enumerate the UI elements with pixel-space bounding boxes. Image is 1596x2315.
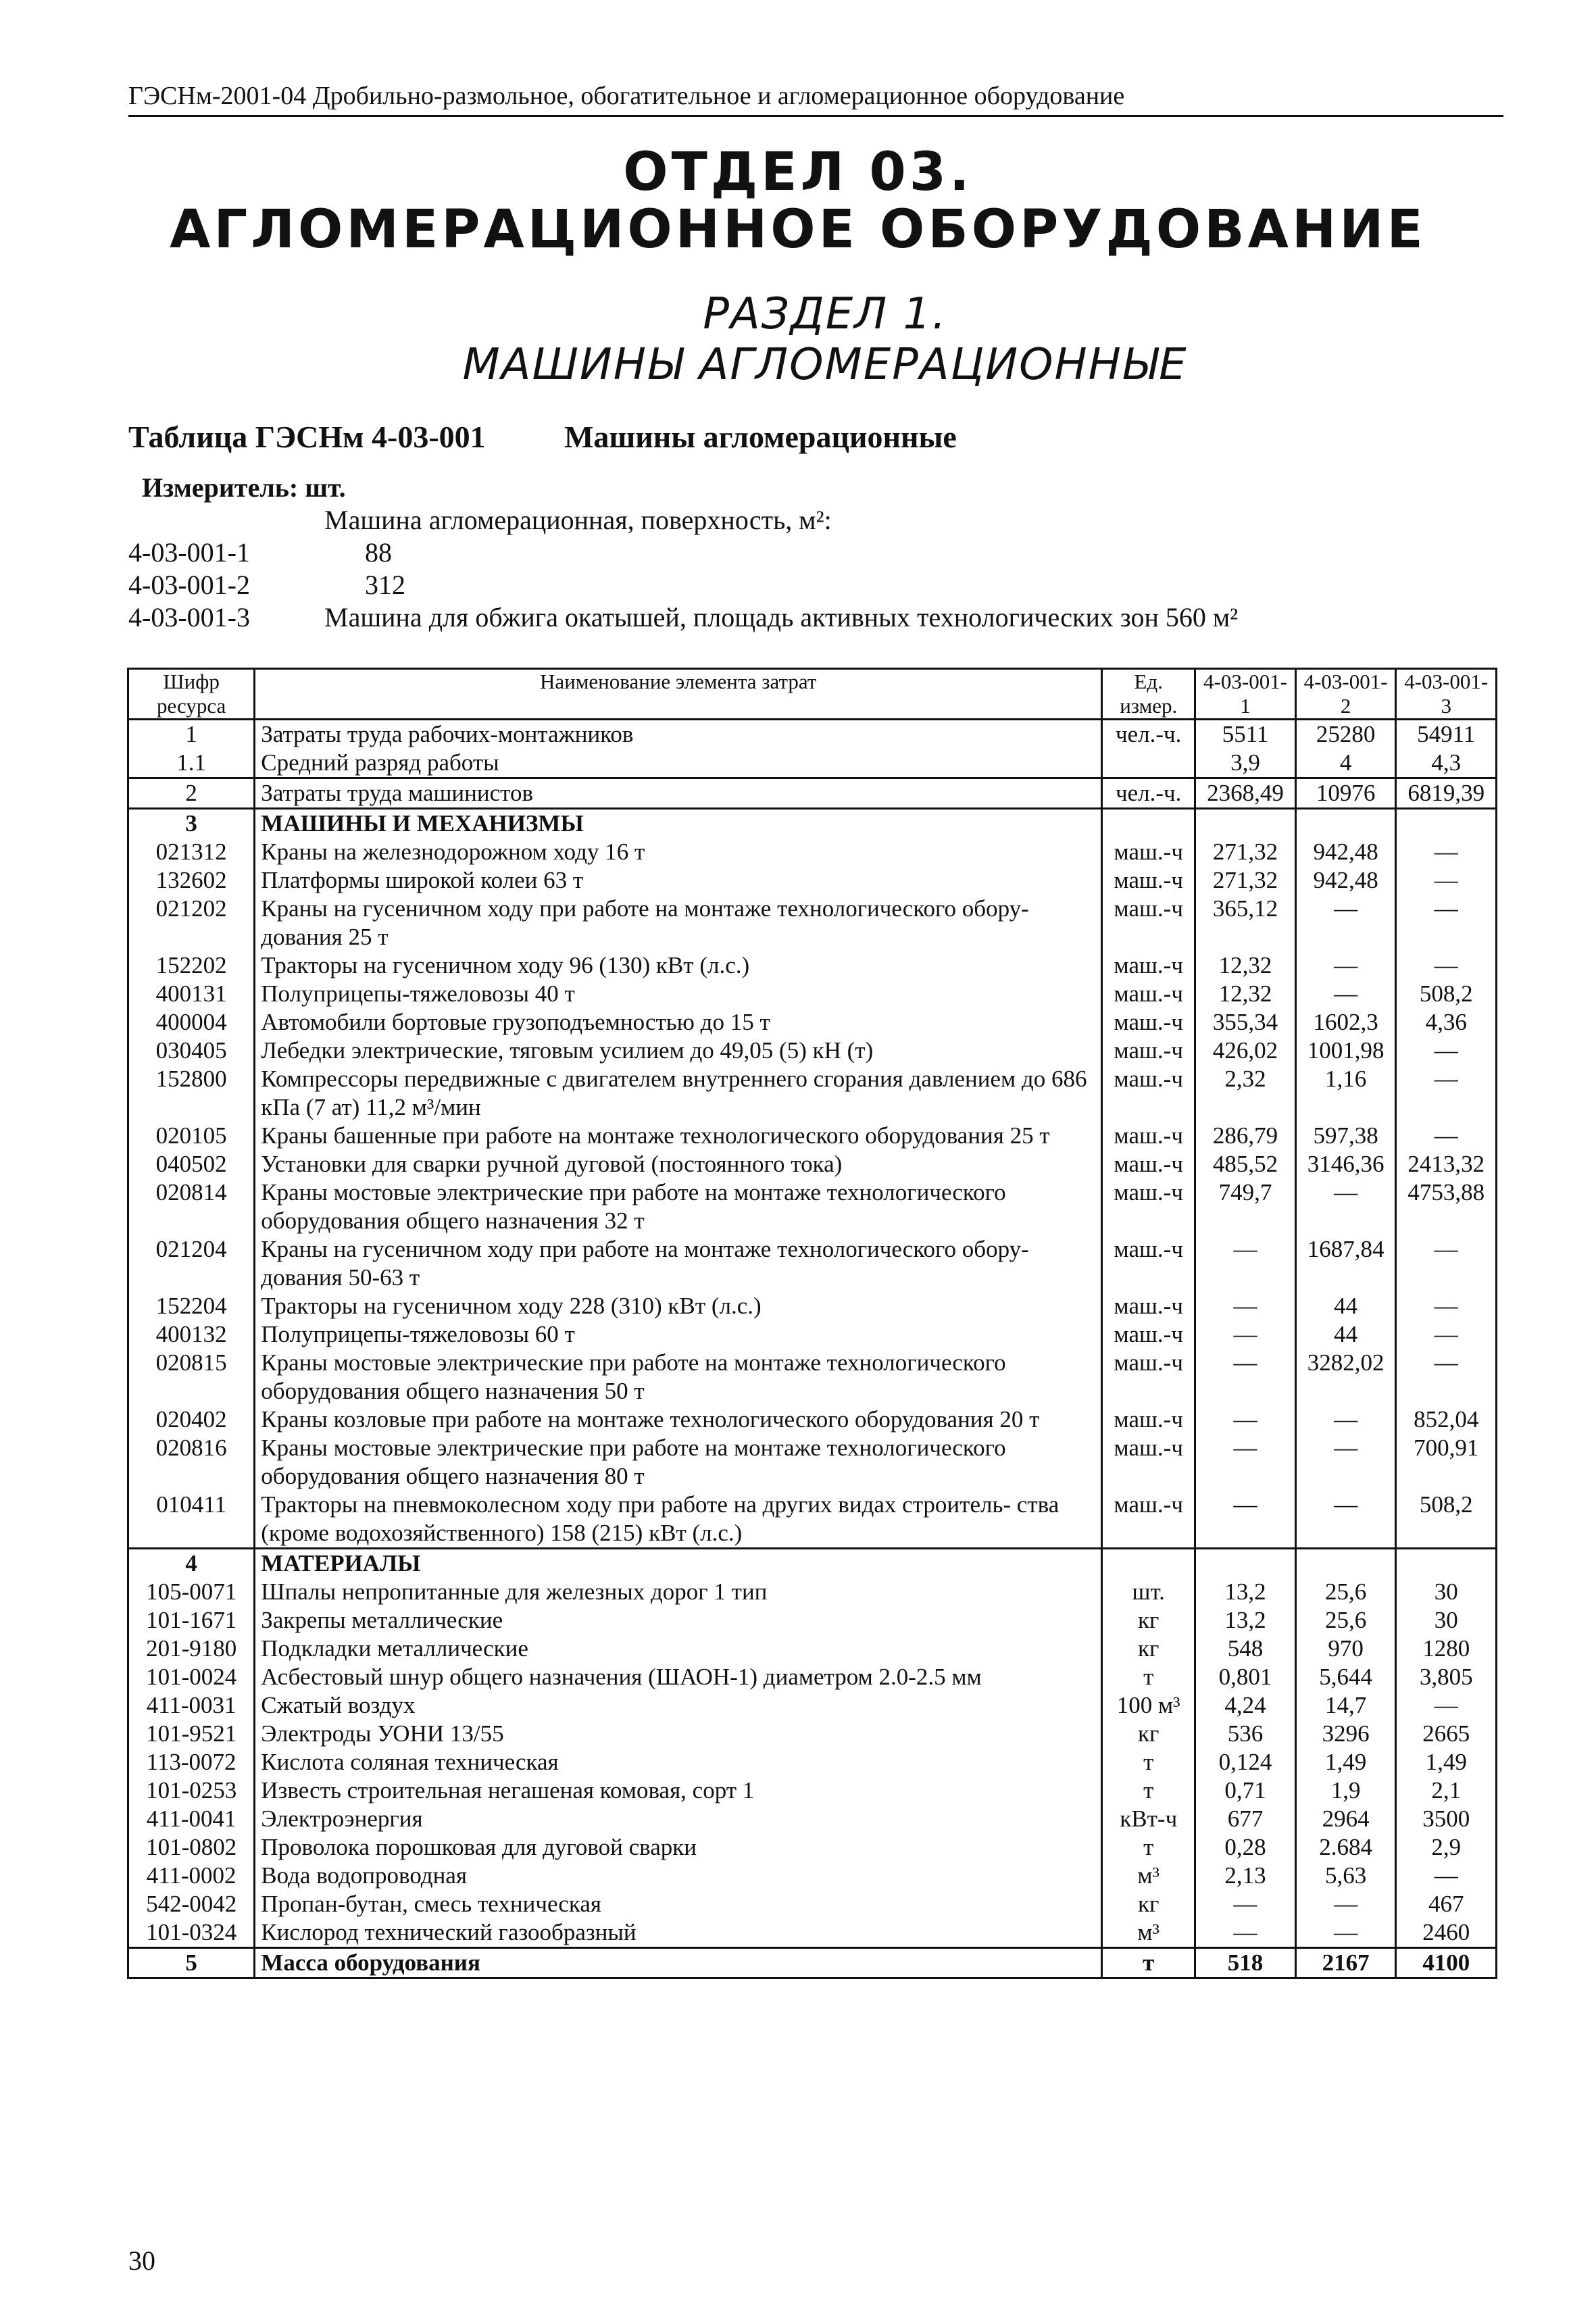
table-row	[128, 1549, 1497, 1578]
cell-code: 021202	[128, 895, 255, 951]
cell-code: 2	[128, 778, 255, 809]
cell-name: Сжатый воздух	[255, 1691, 1102, 1720]
cell-unit: маш.-ч	[1102, 1349, 1195, 1405]
cell-v2: 597,38	[1295, 1122, 1396, 1150]
cell-v1: —	[1195, 1235, 1296, 1292]
cell-v2: 1,49	[1295, 1748, 1396, 1776]
cell-code: 4	[128, 1549, 255, 1578]
table-row	[128, 1691, 1497, 1720]
cell-code: 1	[128, 720, 255, 749]
cell-code: 021204	[128, 1235, 255, 1292]
cell-v1: 548	[1195, 1635, 1296, 1663]
cell-name: Масса оборудования	[255, 1948, 1102, 1978]
cell-name: Краны мостовые электрические при работе на монтаже технологического оборудования общего назначения 50 т	[255, 1349, 1102, 1405]
variant-desc: 88	[365, 537, 392, 568]
cell-v3: 508,2	[1396, 1491, 1497, 1549]
cell-name: Краны мостовые электрические при работе на монтаже технологического оборудования общего назначения 80 т	[255, 1434, 1102, 1491]
variant-desc: Машина для обжига окатышей, площадь активных технологических зон 560 м²	[324, 602, 1239, 632]
table-row	[128, 1491, 1497, 1549]
measure-unit: Измеритель: шт.	[142, 472, 346, 503]
table-row	[128, 951, 1497, 980]
table-caption	[128, 419, 957, 455]
cell-v3: 3,805	[1396, 1663, 1497, 1691]
cell-v1: 749,7	[1195, 1178, 1296, 1235]
cell-v2: 2964	[1295, 1805, 1396, 1833]
table-row	[128, 1663, 1497, 1691]
cell-name: Тракторы на гусеничном ходу 96 (130) кВт (л.с.)	[255, 951, 1102, 980]
table-row	[128, 1150, 1497, 1178]
cell-v1	[1195, 1549, 1296, 1578]
cell-name: Асбестовый шнур общего назначения (ШАОН-1) диаметром 2.0-2.5 мм	[255, 1663, 1102, 1691]
table-row	[128, 895, 1497, 951]
cell-v3: —	[1396, 1691, 1497, 1720]
cell-code: 101-1671	[128, 1606, 255, 1635]
table-row	[128, 1948, 1497, 1978]
cell-v2: 5,644	[1295, 1663, 1396, 1691]
cell-v2: —	[1295, 1178, 1396, 1235]
table-row	[128, 809, 1497, 839]
col-header-v1: 4-03-001- 1	[1195, 669, 1296, 720]
cell-unit: 100 м³	[1102, 1691, 1195, 1720]
table-row	[128, 1320, 1497, 1349]
cell-v1: 518	[1195, 1948, 1296, 1978]
cell-v2: 44	[1295, 1292, 1396, 1320]
cell-code: 101-0024	[128, 1663, 255, 1691]
cell-code: 021312	[128, 838, 255, 866]
cell-v3: —	[1396, 1065, 1497, 1122]
cell-code: 020815	[128, 1349, 255, 1405]
cell-v1: 536	[1195, 1720, 1296, 1748]
cell-v2	[1295, 1549, 1396, 1578]
cell-code: 020816	[128, 1434, 255, 1491]
cell-v3: 700,91	[1396, 1434, 1497, 1491]
cell-v2: 25,6	[1295, 1606, 1396, 1635]
cell-v3: 2,1	[1396, 1776, 1497, 1805]
cell-v3: 2460	[1396, 1918, 1497, 1948]
cell-v3: 54911	[1396, 720, 1497, 749]
cell-name: Электроды УОНИ 13/55	[255, 1720, 1102, 1748]
cell-code: 411-0041	[128, 1805, 255, 1833]
table-row	[128, 1349, 1497, 1405]
cell-v1: —	[1195, 1405, 1296, 1434]
cell-v1: 0,71	[1195, 1776, 1296, 1805]
cell-v2: 970	[1295, 1635, 1396, 1663]
table-row	[128, 1805, 1497, 1833]
cell-v1: —	[1195, 1491, 1296, 1549]
cell-v2: —	[1295, 1491, 1396, 1549]
cell-v1: —	[1195, 1320, 1296, 1349]
table-row	[128, 1178, 1497, 1235]
cell-unit: м³	[1102, 1862, 1195, 1890]
section-title: РАЗДЕЛ 1.	[703, 289, 947, 339]
cell-unit: т	[1102, 1748, 1195, 1776]
cell-v1: 5511	[1195, 720, 1296, 749]
cell-v3: 1280	[1396, 1635, 1497, 1663]
cell-v2: —	[1295, 1434, 1396, 1491]
cell-v1: 677	[1195, 1805, 1296, 1833]
cell-code: 152202	[128, 951, 255, 980]
cell-code: 101-0253	[128, 1776, 255, 1805]
cell-v2: 3282,02	[1295, 1349, 1396, 1405]
table-row	[128, 1606, 1497, 1635]
cell-unit: маш.-ч	[1102, 1434, 1195, 1491]
cell-v1: 4,24	[1195, 1691, 1296, 1720]
cell-name: Полуприцепы-тяжеловозы 60 т	[255, 1320, 1102, 1349]
table-row	[128, 1405, 1497, 1434]
section-subtitle: МАШИНЫ АГЛОМЕРАЦИОННЫЕ	[462, 340, 1188, 390]
cell-v3: 2665	[1396, 1720, 1497, 1748]
cell-code: 020402	[128, 1405, 255, 1434]
cell-name: Краны козловые при работе на монтаже технологического оборудования 20 т	[255, 1405, 1102, 1434]
cell-unit: т	[1102, 1663, 1195, 1691]
cell-name: МАТЕРИАЛЫ	[255, 1549, 1102, 1578]
cell-v2: 942,48	[1295, 866, 1396, 895]
cell-code: 542-0042	[128, 1890, 255, 1918]
cell-name: Компрессоры передвижные с двигателем внутреннего сгорания давлением до 686 кПа (7 ат) 11,2 м³/мин	[255, 1065, 1102, 1122]
cell-name: МАШИНЫ И МЕХАНИЗМЫ	[255, 809, 1102, 839]
cell-code: 105-0071	[128, 1578, 255, 1606]
cell-unit: т	[1102, 1833, 1195, 1862]
cell-unit: т	[1102, 1776, 1195, 1805]
table-row	[128, 1065, 1497, 1122]
cell-v2: —	[1295, 1890, 1396, 1918]
cell-v1: 0,124	[1195, 1748, 1296, 1776]
table-row	[128, 1635, 1497, 1663]
col-header-v3: 4-03-001- 3	[1396, 669, 1497, 720]
cell-name: Электроэнергия	[255, 1805, 1102, 1833]
variant-code: 4-03-001-3	[128, 602, 250, 632]
cell-unit: маш.-ч	[1102, 1150, 1195, 1178]
cell-v3: 6819,39	[1396, 778, 1497, 809]
cell-v2: 14,7	[1295, 1691, 1396, 1720]
cell-unit: маш.-ч	[1102, 1065, 1195, 1122]
cell-v1: 485,52	[1195, 1150, 1296, 1178]
cell-v3: 4100	[1396, 1948, 1497, 1978]
cell-unit	[1102, 749, 1195, 778]
cell-v3: 2413,32	[1396, 1150, 1497, 1178]
cell-name: Кислород технический газообразный	[255, 1918, 1102, 1948]
cell-v3: —	[1396, 1292, 1497, 1320]
cell-v1: 0,28	[1195, 1833, 1296, 1862]
table-row	[128, 1776, 1497, 1805]
cell-name: Закрепы металлические	[255, 1606, 1102, 1635]
cell-v3: 508,2	[1396, 980, 1497, 1008]
cell-code: 3	[128, 809, 255, 839]
table-row	[128, 1918, 1497, 1948]
cell-v3: —	[1396, 1862, 1497, 1890]
cell-code: 020105	[128, 1122, 255, 1150]
table-row	[128, 1890, 1497, 1918]
cell-v2: 1687,84	[1295, 1235, 1396, 1292]
cell-code: 101-0802	[128, 1833, 255, 1862]
cell-unit: маш.-ч	[1102, 895, 1195, 951]
cell-name: Краны мостовые электрические при работе на монтаже технологического оборудования общего назначения 32 т	[255, 1178, 1102, 1235]
cell-code: 132602	[128, 866, 255, 895]
table-row	[128, 1037, 1497, 1065]
table-row	[128, 980, 1497, 1008]
cell-v3	[1396, 809, 1497, 839]
cell-v1: 2368,49	[1195, 778, 1296, 809]
cell-v1: 271,32	[1195, 866, 1296, 895]
cell-name: Автомобили бортовые грузоподъемностью до 15 т	[255, 1008, 1102, 1037]
cell-v3: —	[1396, 895, 1497, 951]
cell-v3: —	[1396, 866, 1497, 895]
cell-v3: —	[1396, 1037, 1497, 1065]
cell-v3: 30	[1396, 1606, 1497, 1635]
page-number: 30	[128, 2245, 155, 2276]
table-row	[128, 1008, 1497, 1037]
cell-unit: маш.-ч	[1102, 838, 1195, 866]
variant-desc: Машина агломерационная, поверхность, м²:	[324, 505, 832, 535]
table-row	[128, 1833, 1497, 1862]
cell-code: 5	[128, 1948, 255, 1978]
cell-unit: маш.-ч	[1102, 1491, 1195, 1549]
cell-v2: —	[1295, 895, 1396, 951]
table-row	[128, 1235, 1497, 1292]
cell-v3: 2,9	[1396, 1833, 1497, 1862]
cell-v3: 1,49	[1396, 1748, 1497, 1776]
cell-name: Краны на гусеничном ходу при работе на монтаже технологического обору- дования 50-63 т	[255, 1235, 1102, 1292]
cell-code: 113-0072	[128, 1748, 255, 1776]
cell-v3: —	[1396, 1320, 1497, 1349]
cell-unit: маш.-ч	[1102, 980, 1195, 1008]
cell-v3: —	[1396, 838, 1497, 866]
cell-v2: 2167	[1295, 1948, 1396, 1978]
cell-v1: 365,12	[1195, 895, 1296, 951]
cell-code: 400132	[128, 1320, 255, 1349]
cell-name: Тракторы на гусеничном ходу 228 (310) кВт (л.с.)	[255, 1292, 1102, 1320]
cell-v3: —	[1396, 1349, 1497, 1405]
cell-unit	[1102, 809, 1195, 839]
cell-unit: чел.-ч.	[1102, 778, 1195, 809]
cell-unit: маш.-ч	[1102, 1122, 1195, 1150]
table-row	[128, 866, 1497, 895]
cell-name: Проволока порошковая для дуговой сварки	[255, 1833, 1102, 1862]
cell-name: Затраты труда машинистов	[255, 778, 1102, 809]
cell-v2: —	[1295, 951, 1396, 980]
cell-v3: 4,36	[1396, 1008, 1497, 1037]
cell-name: Известь строительная негашеная комовая, сорт 1	[255, 1776, 1102, 1805]
cell-unit: кг	[1102, 1890, 1195, 1918]
running-header: ГЭСНм-2001-04 Дробильно-размольное, обогатительное и агломерационное оборудование	[128, 81, 1503, 117]
cell-code: 030405	[128, 1037, 255, 1065]
cell-unit: маш.-ч	[1102, 1178, 1195, 1235]
resource-table	[127, 668, 1497, 1979]
cell-v1: —	[1195, 1292, 1296, 1320]
cell-name: Подкладки металлические	[255, 1635, 1102, 1663]
table-label: Таблица ГЭСНм 4-03-001	[128, 420, 486, 454]
cell-v2: 5,63	[1295, 1862, 1396, 1890]
cell-v1: 2,32	[1195, 1065, 1296, 1122]
cell-v2: 25,6	[1295, 1578, 1396, 1606]
table-row	[128, 1122, 1497, 1150]
cell-unit: шт.	[1102, 1578, 1195, 1606]
cell-v2: 3146,36	[1295, 1150, 1396, 1178]
table-row	[128, 720, 1497, 749]
cell-v2: —	[1295, 1405, 1396, 1434]
division-title: ОТДЕЛ 03.	[623, 142, 973, 203]
cell-code: 020814	[128, 1178, 255, 1235]
cell-v2: 2.684	[1295, 1833, 1396, 1862]
cell-v1: 13,2	[1195, 1578, 1296, 1606]
table-name: Машины агломерационные	[564, 420, 957, 454]
cell-v1: —	[1195, 1918, 1296, 1948]
cell-name: Краны на гусеничном ходу при работе на монтаже технологического обору- дования 25 т	[255, 895, 1102, 951]
cell-code: 411-0031	[128, 1691, 255, 1720]
cell-v1: —	[1195, 1349, 1296, 1405]
cell-v3: 4,3	[1396, 749, 1497, 778]
cell-code: 040502	[128, 1150, 255, 1178]
table-row	[128, 749, 1497, 778]
cell-unit: маш.-ч	[1102, 866, 1195, 895]
cell-name: Установки для сварки ручной дуговой (постоянного тока)	[255, 1150, 1102, 1178]
cell-unit: маш.-ч	[1102, 1292, 1195, 1320]
variant-desc: 312	[365, 570, 405, 600]
cell-v3	[1396, 1549, 1497, 1578]
table-body	[128, 720, 1497, 1978]
cell-unit: маш.-ч	[1102, 1008, 1195, 1037]
table-row	[128, 1748, 1497, 1776]
cell-name: Средний разряд работы	[255, 749, 1102, 778]
cell-v2: 25280	[1295, 720, 1396, 749]
cell-code: 101-0324	[128, 1918, 255, 1948]
cell-unit: маш.-ч	[1102, 951, 1195, 980]
cell-v3: 4753,88	[1396, 1178, 1497, 1235]
cell-name: Лебедки электрические, тяговым усилием до 49,05 (5) кН (т)	[255, 1037, 1102, 1065]
cell-name: Краны башенные при работе на монтаже технологического оборудования 25 т	[255, 1122, 1102, 1150]
cell-v2: 1,9	[1295, 1776, 1396, 1805]
cell-unit: маш.-ч	[1102, 1235, 1195, 1292]
cell-v2	[1295, 809, 1396, 839]
cell-name: Вода водопроводная	[255, 1862, 1102, 1890]
cell-v1: 271,32	[1195, 838, 1296, 866]
col-header-name: Наименование элемента затрат	[255, 669, 1102, 720]
cell-name: Платформы широкой колеи 63 т	[255, 866, 1102, 895]
table-row	[128, 1578, 1497, 1606]
cell-unit	[1102, 1549, 1195, 1578]
cell-v1: —	[1195, 1434, 1296, 1491]
table-row	[128, 1862, 1497, 1890]
cell-v1	[1195, 809, 1296, 839]
cell-code: 400131	[128, 980, 255, 1008]
cell-code: 1.1	[128, 749, 255, 778]
cell-v3: —	[1396, 951, 1497, 980]
cell-v1: 0,801	[1195, 1663, 1296, 1691]
cell-v3: 467	[1396, 1890, 1497, 1918]
cell-v2: 44	[1295, 1320, 1396, 1349]
cell-v2: 3296	[1295, 1720, 1396, 1748]
cell-name: Шпалы непропитанные для железных дорог 1 тип	[255, 1578, 1102, 1606]
cell-v2: 1,16	[1295, 1065, 1396, 1122]
col-header-unit: Ед. измер.	[1102, 669, 1195, 720]
cell-unit: м³	[1102, 1918, 1195, 1948]
col-header-code: Шифр ресурса	[128, 669, 255, 720]
cell-name: Тракторы на пневмоколесном ходу при работе на других видах строитель- ства (кроме водохозяйственного) 158 (215) кВт (л.с.)	[255, 1491, 1102, 1549]
cell-unit: кг	[1102, 1606, 1195, 1635]
cell-code: 010411	[128, 1491, 255, 1549]
col-header-v2: 4-03-001- 2	[1295, 669, 1396, 720]
cell-code: 201-9180	[128, 1635, 255, 1663]
cell-v1: 12,32	[1195, 980, 1296, 1008]
cell-name: Кислота соляная техническая	[255, 1748, 1102, 1776]
cell-v2: 1001,98	[1295, 1037, 1396, 1065]
cell-unit: чел.-ч.	[1102, 720, 1195, 749]
table-row	[128, 1434, 1497, 1491]
variant-code: 4-03-001-1	[128, 537, 250, 568]
cell-code: 411-0002	[128, 1862, 255, 1890]
cell-unit: маш.-ч	[1102, 1320, 1195, 1349]
cell-v1: 3,9	[1195, 749, 1296, 778]
cell-code: 101-9521	[128, 1720, 255, 1748]
cell-v2: —	[1295, 1918, 1396, 1948]
cell-v2: 1602,3	[1295, 1008, 1396, 1037]
cell-unit: т	[1102, 1948, 1195, 1978]
cell-unit: кг	[1102, 1635, 1195, 1663]
cell-code: 152204	[128, 1292, 255, 1320]
cell-unit: маш.-ч	[1102, 1405, 1195, 1434]
table-row	[128, 778, 1497, 809]
cell-v1: 12,32	[1195, 951, 1296, 980]
cell-v3: —	[1396, 1122, 1497, 1150]
cell-unit: кВт-ч	[1102, 1805, 1195, 1833]
cell-v1: 426,02	[1195, 1037, 1296, 1065]
table-row	[128, 1720, 1497, 1748]
cell-code: 152800	[128, 1065, 255, 1122]
cell-code: 400004	[128, 1008, 255, 1037]
cell-v1: 13,2	[1195, 1606, 1296, 1635]
cell-v1: 355,34	[1195, 1008, 1296, 1037]
cell-v2: 942,48	[1295, 838, 1396, 866]
cell-unit: кг	[1102, 1720, 1195, 1748]
cell-v2: —	[1295, 980, 1396, 1008]
table-row	[128, 838, 1497, 866]
cell-unit: маш.-ч	[1102, 1037, 1195, 1065]
cell-name: Полуприцепы-тяжеловозы 40 т	[255, 980, 1102, 1008]
cell-v2: 10976	[1295, 778, 1396, 809]
cell-name: Краны на железнодорожном ходу 16 т	[255, 838, 1102, 866]
cell-v3: 3500	[1396, 1805, 1497, 1833]
cell-v1: —	[1195, 1890, 1296, 1918]
cell-name: Затраты труда рабочих-монтажников	[255, 720, 1102, 749]
cell-v2: 4	[1295, 749, 1396, 778]
cell-v3: 852,04	[1396, 1405, 1497, 1434]
cell-v1: 286,79	[1195, 1122, 1296, 1150]
cell-v1: 2,13	[1195, 1862, 1296, 1890]
cell-v3: 30	[1396, 1578, 1497, 1606]
division-subtitle: АГЛОМЕРАЦИОННОЕ ОБОРУДОВАНИЕ	[170, 199, 1426, 260]
cell-v3: —	[1396, 1235, 1497, 1292]
table-row	[128, 1292, 1497, 1320]
variant-code: 4-03-001-2	[128, 570, 250, 600]
table-header-row	[128, 669, 1497, 720]
cell-name: Пропан-бутан, смесь техническая	[255, 1890, 1102, 1918]
